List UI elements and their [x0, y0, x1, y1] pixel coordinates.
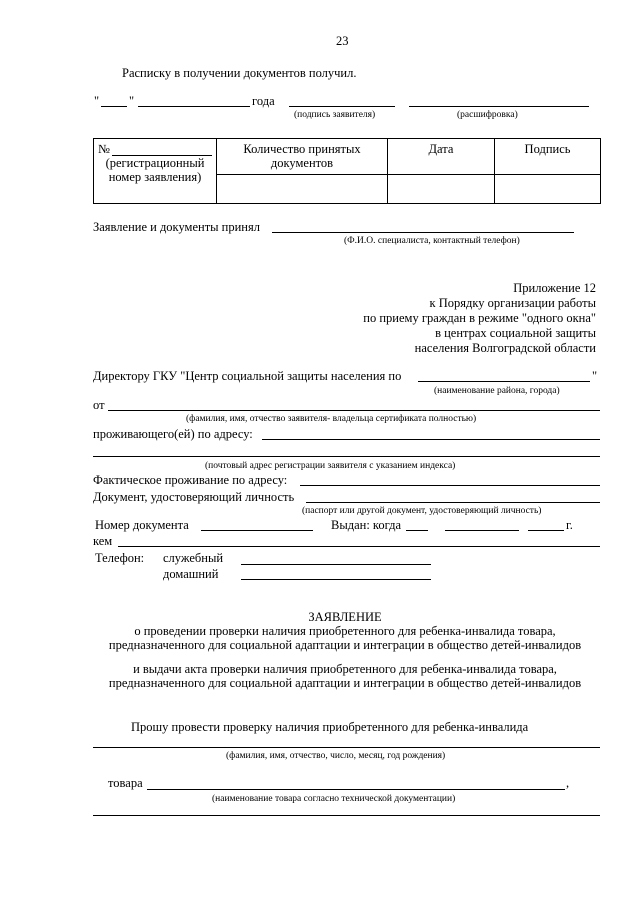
receipt-day-line	[101, 106, 127, 107]
table-header-date-text: Дата	[428, 142, 454, 156]
receipt-signature-line	[289, 106, 395, 107]
appendix-line-2: к Порядку организации работы	[429, 296, 596, 310]
statement-para2-line1: и выдачи акта проверки наличия приобретенного для ребенка-инвалида товара,	[133, 662, 557, 676]
phone-home-label: домашний	[163, 567, 219, 581]
year-suffix: г.	[566, 518, 573, 532]
by-whom-line[interactable]	[118, 546, 600, 547]
from-label: от	[93, 398, 105, 412]
table-cell-signature-empty	[495, 175, 601, 204]
doc-number-line[interactable]	[201, 530, 313, 531]
actual-residence-label: Фактическое проживание по адресу:	[93, 473, 288, 487]
child-caption: (фамилия, имя, отчество, число, месяц, год рождения)	[226, 751, 446, 761]
receipt-decode-caption: (расшифровка)	[457, 110, 518, 120]
goods-comma: ,	[566, 776, 570, 790]
goods-label: товара	[108, 776, 143, 790]
appendix-line-3: по приему граждан в режиме "одного окна"	[363, 311, 596, 325]
receipt-decode-line	[409, 106, 589, 107]
accepted-label: Заявление и документы принял	[93, 220, 260, 234]
appendix-line-1: Приложение 12	[513, 281, 596, 295]
receipt-month-line	[138, 106, 250, 107]
issued-day-line[interactable]	[406, 530, 428, 531]
residing-label: проживающего(ей) по адресу:	[93, 427, 253, 441]
receipt-signature-caption: (подпись заявителя)	[294, 110, 376, 120]
applicant-caption: (фамилия, имя, отчество заявителя- владельца сертификата полностью)	[186, 414, 477, 424]
residing-address-line[interactable]	[262, 439, 600, 440]
child-info-line[interactable]	[93, 747, 600, 748]
table-cell-date-empty	[388, 175, 495, 204]
table-cell-registration-number	[94, 139, 217, 204]
district-field-line[interactable]	[418, 381, 590, 382]
page-number: 23	[336, 34, 349, 48]
statement-request: Прошу провести проверку наличия приобретенного для ребенка-инвалида	[131, 720, 529, 734]
by-whom-label: кем	[93, 534, 113, 548]
receipt-year-word: года	[252, 94, 275, 108]
table-header-documents-count	[217, 139, 388, 175]
doc-number-label: Номер документа	[95, 518, 189, 532]
accepted-line	[272, 232, 574, 233]
statement-para1-line1: о проведении проверки наличия приобретенного для ребенка-инвалида товара,	[134, 624, 556, 638]
id-document-label: Документ, удостоверяющий личность	[93, 490, 295, 504]
statement-para2-line2: предназначенного для социальной адаптации и интеграции в общество детей-инвалидов	[108, 676, 582, 690]
district-caption: (наименование района, города)	[434, 386, 560, 396]
phone-work-label: служебный	[163, 551, 224, 565]
goods-line[interactable]	[147, 789, 565, 790]
table-number-line	[112, 155, 212, 156]
table-header-signature	[495, 139, 601, 175]
table-header-signature-text: Подпись	[524, 142, 571, 156]
appendix-line-4: в центрах социальной защиты	[435, 326, 596, 340]
table-header-documents-count-text: Количество принятых документов	[243, 142, 361, 170]
issued-label: Выдан: когда	[331, 518, 402, 532]
phone-label: Телефон:	[95, 551, 145, 565]
goods-caption: (наименование товара согласно технической документации)	[212, 794, 456, 804]
phone-home-line[interactable]	[241, 579, 431, 580]
goods-line-2[interactable]	[93, 815, 600, 816]
accepted-caption: (Ф.И.О. специалиста, контактный телефон)	[344, 236, 520, 246]
actual-residence-line[interactable]	[300, 485, 600, 486]
table-registration-text: (регистрационный номер заявления)	[105, 156, 205, 184]
id-document-line[interactable]	[306, 502, 600, 503]
table-number-sign: №	[98, 142, 110, 156]
passport-caption: (паспорт или другой документ, удостоверяющий личность)	[302, 506, 542, 516]
receipt-received-text: Расписку в получении документов получил.	[122, 66, 357, 80]
phone-work-line[interactable]	[241, 564, 431, 565]
table-cell-count-empty	[217, 175, 388, 204]
issued-month-line[interactable]	[445, 530, 519, 531]
residing-address-line-2[interactable]	[93, 456, 600, 457]
receipt-date-open-quote: "	[94, 94, 100, 108]
statement-para1-line2: предназначенного для социальной адаптации и интеграции в общество детей-инвалидов	[108, 638, 582, 652]
director-label: Директору ГКУ "Центр социальной защиты населения по	[93, 369, 402, 383]
table-header-date	[388, 139, 495, 175]
postal-caption: (почтовый адрес регистрации заявителя с указанием индекса)	[205, 461, 456, 471]
director-close-quote: "	[592, 369, 598, 383]
appendix-line-5: населения Волгоградской области	[414, 341, 596, 355]
receipt-table	[93, 138, 601, 204]
statement-title: ЗАЯВЛЕНИЕ	[308, 610, 382, 624]
issued-year-line[interactable]	[528, 530, 564, 531]
applicant-name-line[interactable]	[108, 410, 600, 411]
receipt-date-mid-quote: "	[129, 94, 135, 108]
